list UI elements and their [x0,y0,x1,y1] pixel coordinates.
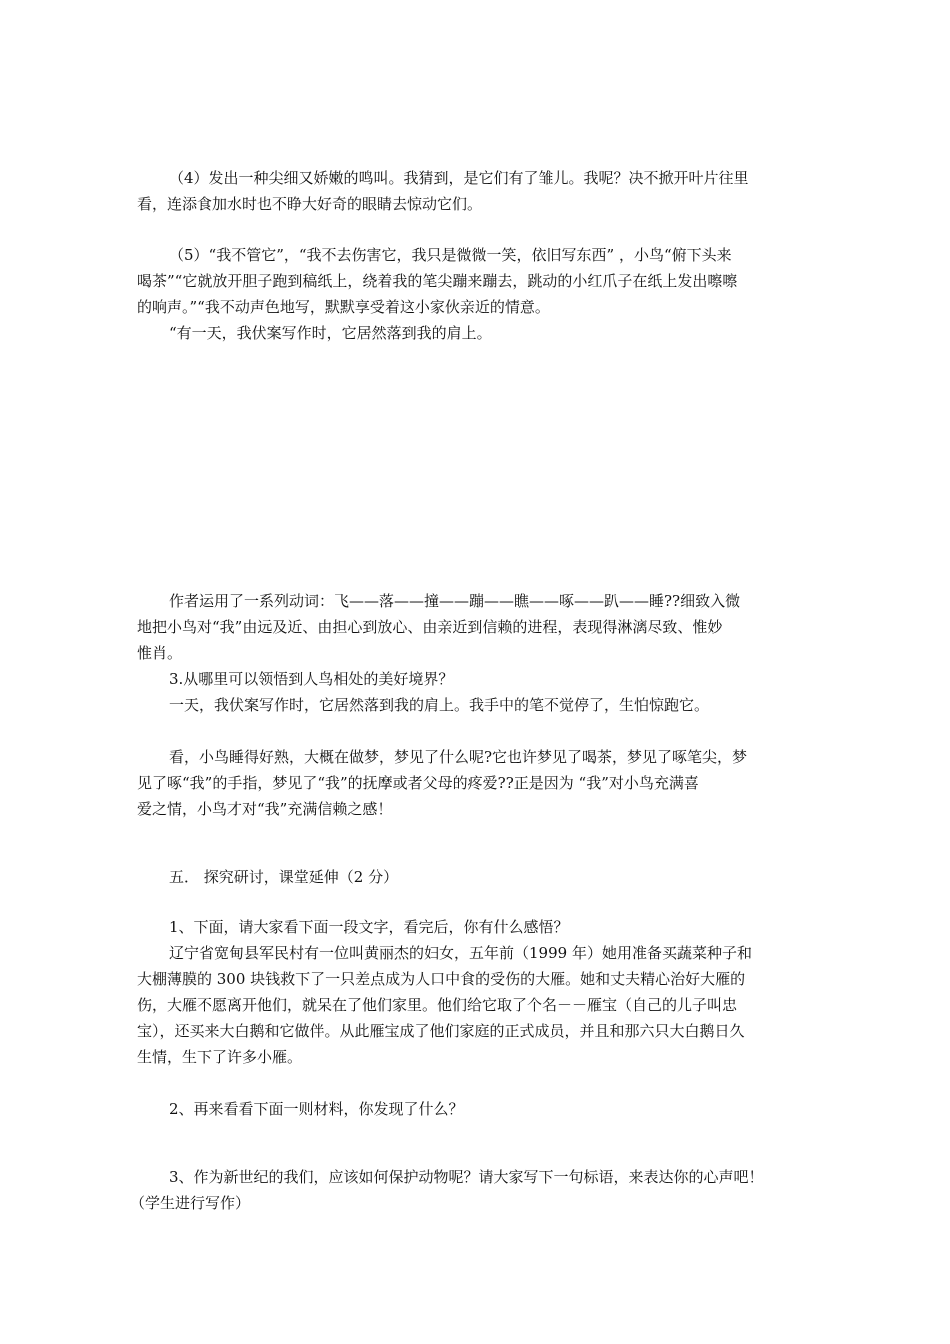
paragraph-6-line-1: “有一天，我伏案写作时，它居然落到我的肩上。 [169,324,492,342]
paragraph-9-line-3: 爱之情，小鸟才对“我”充满信赖之感！ [137,800,393,818]
paragraph-5-line-2: 喝茶”“它就放开胆子跑到稿纸上，绕着我的笔尖蹦来蹦去，跳动的小红爪子在纸上发出嚓嚓 [137,272,738,290]
paragraph-10-line-1: 辽宁省宽甸县军民村有一位叫黄丽杰的妇女，五年前（1999 年）她用准备买蔬菜种子和 [169,944,752,962]
paragraph-9-line-2: 见了啄“我”的手指，梦见了“我”的抚摩或者父母的疼爱??正是因为 “我”对小鸟充满喜 [137,774,699,792]
item-2: 2、再来看看下面一则材料，你发现了什么？ [169,1100,464,1118]
paragraph-5-line-1: （5）“我不管它”，“我不去伤害它，我只是微微一笑，依旧写东西” ，小鸟“俯下头来 [169,246,732,264]
paragraph-10-line-5: 生情，生下了许多小雁。 [137,1048,303,1066]
section-5-heading: 五． 探究研讨，课堂延伸（2 分） [169,868,399,886]
paragraph-10-line-2: 大棚薄膜的 300 块钱救下了一只差点成为人口中食的受伤的大雁。她和丈夫精心治好大雁的 [137,970,746,988]
paragraph-4-line-1: （4）发出一种尖细又娇嫩的鸣叫。我猜到，是它们有了雏儿。我呢？决不掀开叶片往里 [169,169,749,187]
paragraph-10-line-4: 宝），还买来大白鹅和它做伴。从此雁宝成了他们家庭的正式成员，并且和那六只大白鹅日久 [137,1022,745,1040]
question-3: 3.从哪里可以领悟到人鸟相处的美好境界？ [169,670,454,688]
item-3-line-1: 3、作为新世纪的我们，应该如何保护动物呢？请大家写下一句标语，来表达你的心声吧！ [169,1168,764,1186]
paragraph-9-line-1: 看，小鸟睡得好熟，大概在做梦，梦见了什么呢?它也许梦见了喝茶，梦见了啄笔尖，梦 [169,748,748,766]
paragraph-5-line-3: 的响声。”“我不动声色地写，默默享受着这小家伙亲近的情意。 [137,298,550,316]
paragraph-8-line-1: 一天，我伏案写作时，它居然落到我的肩上。我手中的笔不觉停了，生怕惊跑它。 [169,696,710,714]
item-3-line-2: （学生进行写作） [130,1194,251,1212]
paragraph-7-line-2: 地把小鸟对“我”由远及近、由担心到放心、由亲近到信赖的进程，表现得淋漓尽致、惟妙 [137,618,723,636]
paragraph-4-line-2: 看，连添食加水时也不睁大好奇的眼睛去惊动它们。 [137,195,483,213]
paragraph-10-line-3: 伤，大雁不愿离开他们，就呆在了他们家里。他们给它取了个名－－雁宝（自己的儿子叫忠 [137,996,738,1014]
item-1: 1、下面，请大家看下面一段文字，看完后，你有什么感悟？ [169,918,569,936]
paragraph-7-line-1: 作者运用了一系列动词：飞——落——撞——蹦——瞧——啄——趴——睡??细致入微 [169,592,741,610]
paragraph-7-line-3: 惟肖。 [137,644,183,662]
